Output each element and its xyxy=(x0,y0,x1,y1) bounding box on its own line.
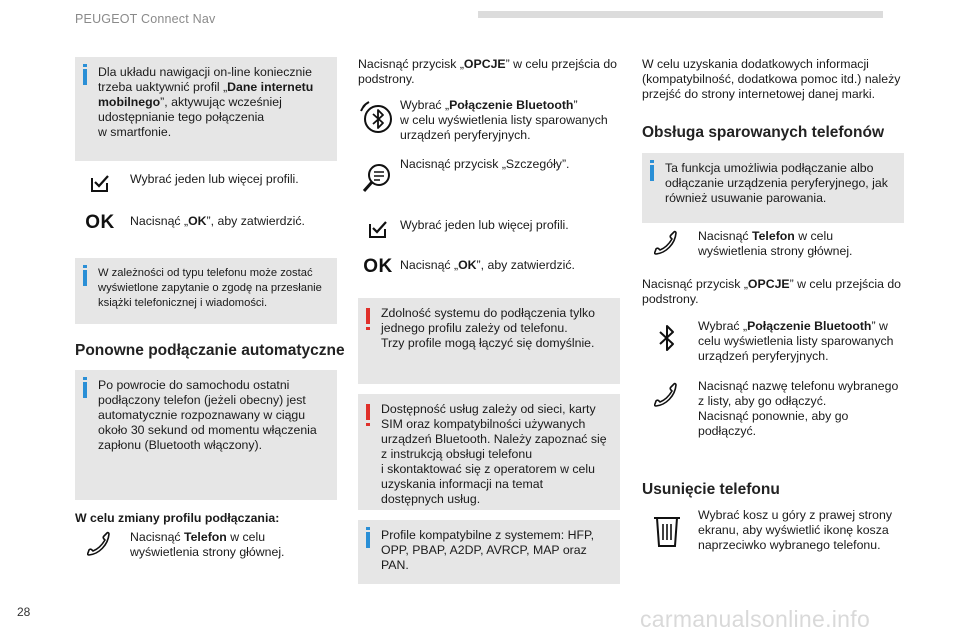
details-search-icon xyxy=(358,157,398,195)
warning-box-profile: Zdolność systemu do podłączenia tylko jednego profilu zależy od telefonu. Trzy profile mogą łączyć się domyślnie. xyxy=(358,298,620,384)
info-box-mobile-data: Dla układu nawigacji on-line koniecznie trzeba uaktywnić profil „Dane internetu mobilnego”, aktywując wcześniej udostępnianie tego połączenia w smartfonie. xyxy=(75,57,337,161)
para-more-info: W celu uzyskania dodatkowych informacji (kompatybilność, dodatkowa pomoc itd.) należy przejść do strony internetowej danej marki. xyxy=(642,57,901,101)
heading-paired-phones: Obsługa sparowanych telefonów xyxy=(642,124,885,141)
checkbox-icon xyxy=(80,172,120,194)
info-icon xyxy=(83,382,87,398)
step-select-profiles: Wybrać jeden lub więcej profili. xyxy=(358,218,620,240)
warning-box-services: Dostępność usług zależy od sieci, karty SIM oraz kompatybilności używanych urządzeń Bluetooth. Należy zapoznać się z instrukcją obsługi telefonu i skontaktować się z operatorem w celu uzyskania informacji na temat dostępnych usług. xyxy=(358,394,620,510)
step-ok: OK Nacisnąć „OK”, aby zatwierdzić. xyxy=(363,256,575,277)
info-box-compatible-profiles: Profile kompatybilne z systemem: HFP, OPP, PBAP, A2DP, AVRCP, MAP oraz PAN. xyxy=(358,520,620,584)
checkbox-icon xyxy=(358,218,398,240)
info-box-auto-reconnect: Po powrocie do samochodu ostatni podłączony telefon (jeżeli obecny) jest automatycznie rozpoznawany w ciągu około 30 sekund od momentu włączenia zapłonu (Bluetooth włączony). xyxy=(75,370,337,500)
step-press-phone: Nacisnąć Telefon w celu wyświetlenia strony głównej. xyxy=(80,530,335,560)
heading-auto-reconnect: Ponowne podłączanie automatyczne xyxy=(75,342,345,359)
info-box-phonebook: W zależności od typu telefonu może zostać wyświetlone zapytanie o zgodę na przesłanie książki telefonicznej i wiadomości. xyxy=(75,258,337,324)
info-icon xyxy=(83,69,87,85)
header-title: PEUGEOT Connect Nav xyxy=(75,12,216,26)
trash-icon xyxy=(642,508,692,553)
para-options: Nacisnąć przycisk „OPCJE” w celu przejścia do podstrony. xyxy=(642,277,902,306)
bluetooth-icon xyxy=(642,319,692,364)
ok-icon: OK xyxy=(363,256,393,277)
warning-icon xyxy=(366,308,370,324)
info-icon xyxy=(366,532,370,548)
step-trash: Wybrać kosz u góry z prawej strony ekranu, aby wyświetlić ikonę kosza naprzeciwko wybranego telefonu. xyxy=(642,508,904,553)
header-bar xyxy=(478,11,883,18)
step-bluetooth-connection: Wybrać „Połączenie Bluetooth” w celu wyświetlenia listy sparowanych urządzeń peryferyjnych. xyxy=(358,98,620,143)
footer-watermark: carmanualsonline.info xyxy=(640,606,871,632)
ok-icon: OK xyxy=(85,212,115,233)
page-number: 28 xyxy=(17,605,31,619)
info-icon xyxy=(83,270,87,286)
subheading-change-profile: W celu zmiany profilu podłączania: xyxy=(75,511,280,525)
info-icon xyxy=(650,165,654,181)
step-ok: OK Nacisnąć „OK”, aby zatwierdzić. xyxy=(85,212,305,233)
warning-icon xyxy=(366,404,370,420)
heading-delete-phone: Usunięcie telefonu xyxy=(642,481,780,498)
step-bluetooth-connection: Wybrać „Połączenie Bluetooth” w celu wyświetlenia listy sparowanych urządzeń peryferyjnych. xyxy=(642,319,904,364)
phone-icon xyxy=(80,530,120,560)
step-press-phone: Nacisnąć Telefon w celu wyświetlenia strony głównej. xyxy=(642,229,904,259)
step-select-phone-name: Nacisnąć nazwę telefonu wybranego z listy, aby go odłączyć. Nacisnąć ponownie, aby go podłączyć. xyxy=(642,379,904,439)
para-options: Nacisnąć przycisk „OPCJE” w celu przejścia do podstrony. xyxy=(358,57,618,86)
step-select-profiles: Wybrać jeden lub więcej profili. xyxy=(80,172,335,194)
phone-icon xyxy=(642,229,692,259)
info-box-paired-phones: Ta funkcja umożliwia podłączanie albo odłączanie urządzenia peryferyjnego, jak również usuwanie parowania. xyxy=(642,153,904,223)
bluetooth-icon xyxy=(358,98,398,143)
step-details: Nacisnąć przycisk „Szczegóły”. xyxy=(358,157,620,195)
phone-icon xyxy=(642,379,692,439)
